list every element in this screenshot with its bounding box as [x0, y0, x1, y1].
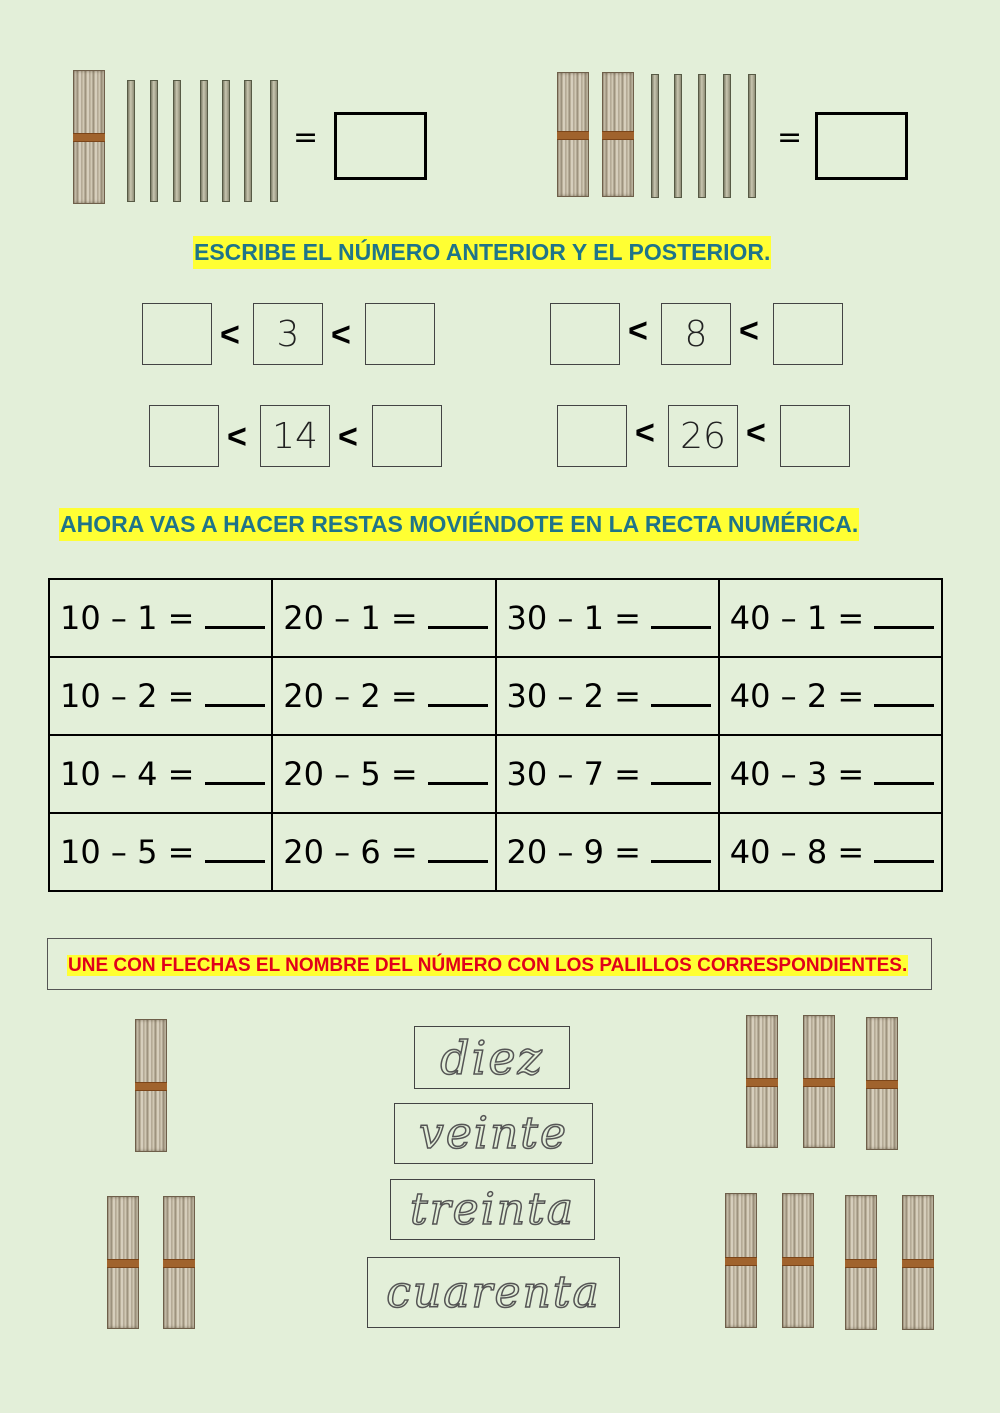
answer-blank[interactable] [205, 758, 265, 785]
equals-sign: = [293, 120, 319, 155]
single-stick [222, 80, 230, 202]
less-than-sign: < [739, 312, 759, 350]
equals-sign: = [777, 120, 803, 155]
less-than-sign: < [220, 316, 240, 354]
word-card-veinte[interactable] [394, 1103, 593, 1164]
answer-blank[interactable] [428, 836, 488, 863]
expression: 30 – 1 = [506, 599, 641, 637]
single-stick [674, 74, 682, 198]
subtraction-cell [719, 579, 942, 657]
ten-stick-bundle [107, 1196, 139, 1329]
ten-stick-bundle [725, 1193, 757, 1328]
subtraction-cell [496, 657, 719, 735]
less-than-sign: < [746, 414, 766, 452]
expression: 40 – 1 = [729, 599, 865, 637]
answer-blank[interactable] [651, 758, 711, 785]
answer-box[interactable] [773, 303, 843, 365]
expression: 30 – 2 = [506, 677, 641, 715]
subtraction-cell [719, 657, 942, 735]
ten-stick-bundle [163, 1196, 195, 1329]
less-than-sign: < [227, 418, 247, 456]
answer-box[interactable] [780, 405, 850, 467]
answer-box[interactable] [815, 112, 908, 180]
table-row [49, 657, 942, 735]
expression: 40 – 2 = [729, 677, 865, 715]
answer-box[interactable] [149, 405, 219, 467]
subtraction-cell [496, 813, 719, 891]
given-number: 14 [260, 405, 330, 467]
expression: 10 – 5 = [60, 833, 195, 871]
answer-blank[interactable] [651, 602, 711, 629]
less-than-sign: < [635, 414, 655, 452]
subtraction-table [48, 578, 943, 892]
subtraction-cell [272, 735, 495, 813]
ten-stick-bundle [602, 72, 634, 197]
word-card-treinta[interactable] [390, 1179, 595, 1240]
instruction-heading: ESCRIBE EL NÚMERO ANTERIOR Y EL POSTERIOR. [193, 236, 771, 269]
ten-stick-bundle [557, 72, 589, 197]
single-stick [698, 74, 706, 198]
single-stick [748, 74, 756, 198]
answer-blank[interactable] [205, 602, 265, 629]
subtraction-cell [272, 813, 495, 891]
single-stick [173, 80, 181, 202]
answer-blank[interactable] [874, 602, 934, 629]
ten-stick-bundle [746, 1015, 778, 1148]
answer-blank[interactable] [205, 680, 265, 707]
subtraction-cell [272, 579, 495, 657]
subtraction-cell [49, 579, 272, 657]
ten-stick-bundle [902, 1195, 934, 1330]
expression: 20 – 5 = [283, 755, 418, 793]
expression: 20 – 1 = [283, 599, 418, 637]
ten-stick-bundle [73, 70, 105, 204]
subtraction-cell [719, 735, 942, 813]
subtraction-cell [272, 657, 495, 735]
ten-stick-bundle [845, 1195, 877, 1330]
answer-blank[interactable] [874, 680, 934, 707]
word-label: veinte [418, 1108, 569, 1159]
answer-blank[interactable] [428, 758, 488, 785]
answer-box[interactable] [365, 303, 435, 365]
expression: 10 – 2 = [60, 677, 195, 715]
answer-blank[interactable] [651, 836, 711, 863]
answer-box[interactable] [334, 112, 427, 180]
subtraction-cell [719, 813, 942, 891]
subtraction-cell [49, 657, 272, 735]
table-row [49, 735, 942, 813]
single-stick [200, 80, 208, 202]
single-stick [270, 80, 278, 202]
instruction-heading: UNE CON FLECHAS EL NOMBRE DEL NÚMERO CON LOS PALILLOS CORRESPONDIENTES. [68, 955, 908, 976]
less-than-sign: < [628, 312, 648, 350]
single-stick [723, 74, 731, 198]
subtraction-cell [49, 813, 272, 891]
given-number: 26 [668, 405, 738, 467]
answer-box[interactable] [557, 405, 627, 467]
expression: 40 – 3 = [729, 755, 865, 793]
word-label: treinta [409, 1184, 576, 1235]
answer-blank[interactable] [428, 602, 488, 629]
ten-stick-bundle [782, 1193, 814, 1328]
table-row [49, 579, 942, 657]
single-stick [150, 80, 158, 202]
ten-stick-bundle [135, 1019, 167, 1152]
word-card-cuarenta[interactable] [367, 1257, 620, 1328]
subtraction-cell [496, 735, 719, 813]
word-label: cuarenta [386, 1267, 601, 1318]
answer-blank[interactable] [651, 680, 711, 707]
subtraction-cell [49, 735, 272, 813]
word-card-diez[interactable] [414, 1026, 570, 1089]
answer-box[interactable] [142, 303, 212, 365]
answer-blank[interactable] [428, 680, 488, 707]
single-stick [651, 74, 659, 198]
given-number: 3 [253, 303, 323, 365]
expression: 20 – 2 = [283, 677, 418, 715]
answer-box[interactable] [372, 405, 442, 467]
given-number: 8 [661, 303, 731, 365]
answer-box[interactable] [550, 303, 620, 365]
subtraction-cell [496, 579, 719, 657]
expression: 40 – 8 = [729, 833, 865, 871]
answer-blank[interactable] [874, 836, 934, 863]
table-row [49, 813, 942, 891]
answer-blank[interactable] [874, 758, 934, 785]
expression: 20 – 9 = [506, 833, 641, 871]
ten-stick-bundle [803, 1015, 835, 1148]
less-than-sign: < [338, 418, 358, 456]
single-stick [127, 80, 135, 202]
expression: 10 – 1 = [60, 599, 195, 637]
word-label: diez [440, 1030, 544, 1085]
ten-stick-bundle [866, 1017, 898, 1150]
answer-blank[interactable] [205, 836, 265, 863]
less-than-sign: < [331, 316, 351, 354]
expression: 20 – 6 = [283, 833, 418, 871]
single-stick [244, 80, 252, 202]
expression: 30 – 7 = [506, 755, 641, 793]
expression: 10 – 4 = [60, 755, 195, 793]
instruction-heading: AHORA VAS A HACER RESTAS MOVIÉNDOTE EN LA RECTA NUMÉRICA. [59, 508, 859, 541]
